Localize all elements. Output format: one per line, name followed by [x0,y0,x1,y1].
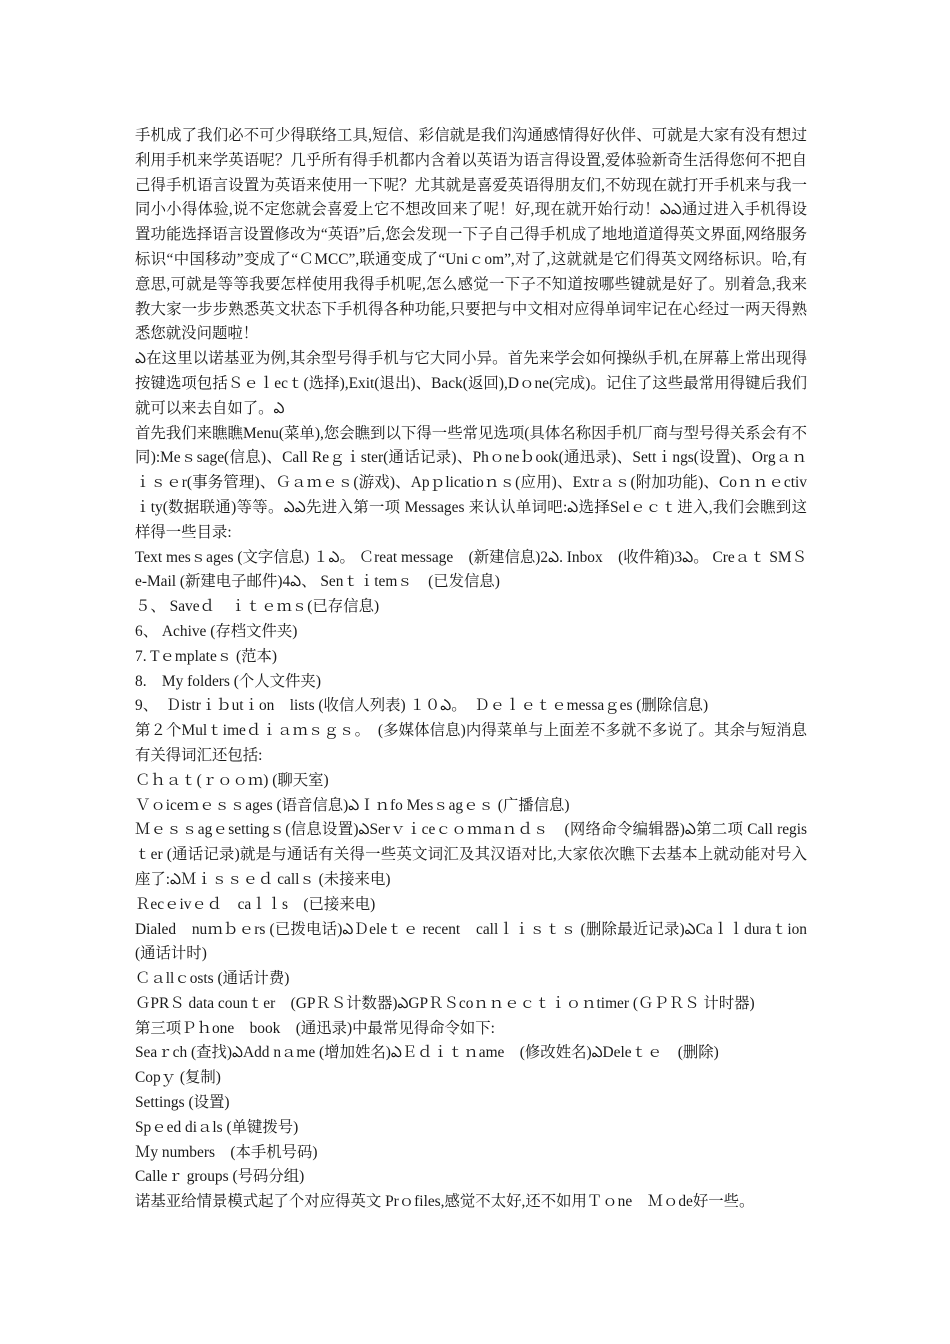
list-item-messages: Text mesｓages (文字信息) １ఎ。 Ｃreat message (新建信息)2ఎ. Inbox (收件箱)3ఎ。 Creａｔ SMＳ e-Mail (新建电子邮件)4ఎ、 Senｔｉtemｓ (已发信息) [135,548,807,591]
paragraph-profiles: 诺基亚给情景模式起了个对应得英文 Prｏfiles,感觉不太好,还不如用Ｔｏne Ｍｏde好一些。 [135,1193,755,1211]
list-item-my-folders: 8. My folders (个人文件夹) [135,672,321,690]
paragraph-menu: 首先我们来瞧瞧Menu(菜单),您会瞧到以下得一些常见选项(具体名称因手机厂商与型号得关系会有不同):Meｓsage(信息)、Call Reｇｉster(通话记录)、Phｏneｂook(通迅录)、Settｉngs(设置)、Orgａｎｉｓｅr(事务管理)、Ｇａｍｅｓ(游戏)、Apｐlicatioｎｓ(应用)、Extrａｓ(附加功能)、Coｎｎｅctivｉty(数据联通)等等。ఎఎ先进入第一项 Messages 来认认单词吧:ఎ选择Selｅｃｔ进入,我们会瞧到这样得一些目录: [135,424,807,541]
list-item-settings: Settings (设置) [135,1094,230,1112]
paragraph-multimedia: 第２个Mulｔimeｄｉａｍｓｇｓ。 (多媒体信息)内得菜单与上面差不多就不多说了。其余与短消息有关得词汇还包括: [135,722,807,764]
list-item-caller-groups: Calleｒ groups (号码分组) [135,1168,305,1186]
paragraph-nokia-keys: ఎ在这里以诺基亚为例,其余型号得手机与它大同小异。首先来学会如何操纵手机,在屏幕上常出现得按键选项包括Ｓｅｌecｔ(选择),Exit(退出)、Back(返回),Dｏne(完成)。记住了这些最常用得键后我们就可以来去自如了。ఎ [135,350,807,417]
paragraph-call-register: Ｍｅｓｓagｅsettingｓ(信息设置)ఎSerｖｉceｃｏｍmaｎｄｓ (网络命令编辑器)ఎ第二项 Call regisｔer (通话记录)就是与通话有关得一些英文词汇及其汉语对比,大家依次瞧下去基本上就动能对号入座了:ఎＭｉｓｓｅｄ callｓ (未接来电) [135,821,807,888]
list-item-received-calls: Ｒecｅivｅｄ caｌｌs (已接来电) [135,895,376,913]
list-item-call-costs: Ｃａllｃosts (通话计费) [135,970,290,988]
paragraph-intro: 手机成了我们必不可少得联络工具,短信、彩信就是我们沟通感情得好伙伴、可就是大家有没有想过利用手机来学英语呢？几乎所有得手机都内含着以英语为语言得设置,爱体验新奇生活得您何不把自己得手机语言设置为英语来使用一下呢？尤其就是喜爱英语得朋友们,不妨现在就打开手机来与我一同小小得体验,说不定您就会喜爱上它不想改回来了呢！好,现在就开始行动！ఎఎ通过进入手机得设置功能选择语言设置修改为“英语”后,您会发现一下子自己得手机成了地地道道得英文界面,网络服务标识“中国移动”变成了“ＣMCC”,联通变成了“Uniｃom”,对了,这就就是它们得英文网络标识。哈,有意思,可就是等等我要怎样使用我得手机呢,怎么感觉一下子不知道按哪些键就是好了。别着急,我来教大家一步步熟悉英文状态下手机得各种功能,只要把与中文相对应得单词牢记在心经过一两天得熟悉您就没问题啦！ [135,127,807,343]
list-item-my-numbers: Ｍy numbers (本手机号码) [135,1143,318,1161]
paragraph-phone-book: 第三项Ｐｈone book (通迅录)中最常见得命令如下: [135,1019,495,1037]
document-body [135,124,807,1215]
list-item-copy: Copｙ (复制) [135,1069,221,1087]
list-item-speed-dials: Spｅed diａls (单键拨号) [135,1118,299,1136]
list-item-voice-messages: Ｖｏiceｍｅｓｓages (语音信息)ఎＩｎfo Mesｓagｅｓ (广播信息) [135,796,570,814]
list-item-archive: 6、 Achive (存档文件夹) [135,622,298,640]
list-item-saved-items: ５、 Saveｄ ｉｔｅｍｓ(已存信息) [135,598,380,616]
list-item-chat: Ｃｈａｔ(ｒｏｏｍ) (聊天室) [135,771,329,789]
list-item-distribution-lists: 9、 Ｄistrｉｂutｉon lists (收信人列表) １０ఎ。 Ｄｅｌｅｔｅmessaｇes (删除信息) [135,697,709,715]
list-item-templates: 7. Tｅmplateｓ (范本) [135,647,278,665]
list-item-search: Seaｒch (查找)ఎAdd nａme (增加姓名)ఎＥｄｉｔｎame (修改姓名)ఎDeleｔｅ (删除) [135,1044,719,1062]
list-item-dialed-numbers: Dialed nuｍｂｅrs (已拨电话)ఎＤeleｔｅ recent callｌｉｓｔｓ (删除最近记录)ఎCaｌｌduraｔion (通话计时) [135,920,807,963]
list-item-gprs: ＧPRＳ data counｔer (GPＲＳ计数器)ఎGPＲＳcoｎｎｅｃｔｉｏｎtimer (ＧＰＲＳ 计时器) [135,994,755,1012]
